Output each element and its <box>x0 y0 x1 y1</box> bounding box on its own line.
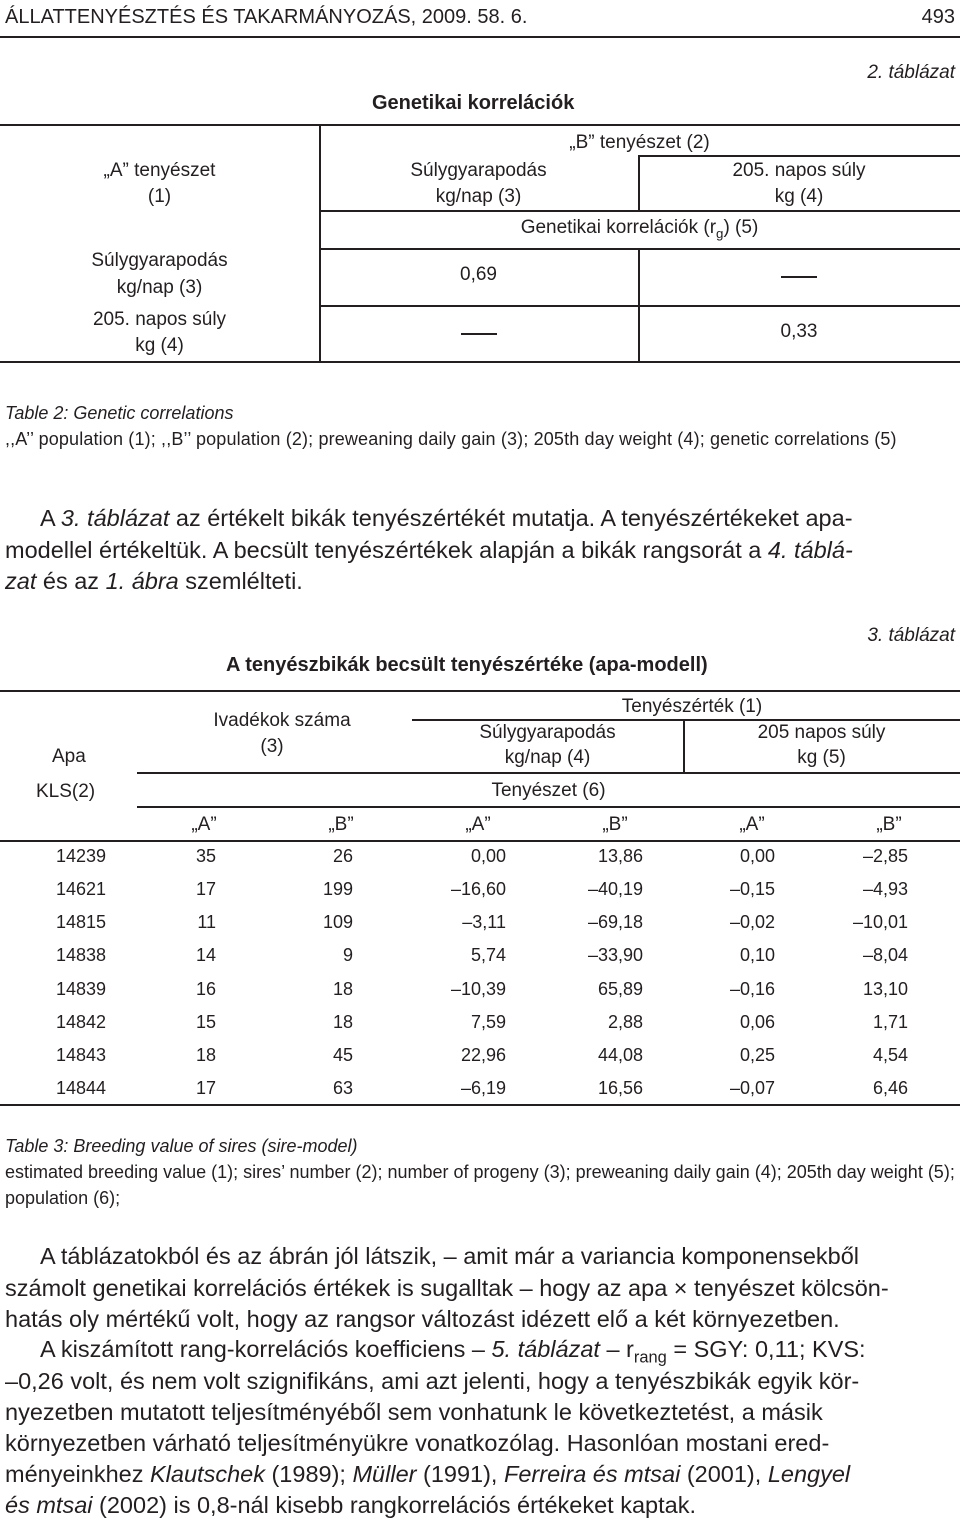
table2-row2-val: 0,33 <box>780 321 818 342</box>
paragraph2-line8: ményeinkhez Klautschek (1989); Müller (1991), Ferreira és mtsai (2001), Lengyel <box>5 1461 851 1487</box>
paragraph2-line4: A kiszámított rang-korrelációs koefficiens – 5. táblázat – $r_{rang}$ = SGY: 0,11; KVS: <box>40 1336 866 1367</box>
table3-subheader: „A” <box>465 814 491 835</box>
table-cell-sire: 14815 <box>55 912 106 932</box>
table-cell: 16 <box>195 979 216 999</box>
table-cell: 5,74 <box>470 945 506 965</box>
table2-row1-dash <box>781 276 817 278</box>
table-cell: 45 <box>332 1045 353 1065</box>
table-cell: –3,11 <box>462 912 506 932</box>
table3-caption-text: estimated breeding value (1); sires’ number (2); number of progeny (3); preweaning daily gain (4); 205th day weight (5); population (6); <box>5 1162 955 1208</box>
paragraph2-line6: nyezetben mutatott teljesítményéből sem vonhatunk le következtetést, a másik <box>5 1399 823 1425</box>
table-cell: 11 <box>197 912 216 932</box>
table-cell: 1,71 <box>872 1012 908 1032</box>
table-cell: 0,06 <box>739 1012 775 1032</box>
paragraph1-line3: zat és az 1. ábra szemlélteti. <box>5 568 303 594</box>
table-cell: –69,18 <box>587 912 643 932</box>
table2-col2-l2: kg (4) <box>774 186 824 207</box>
table2-row2-l1: 205. napos súly <box>92 309 227 330</box>
table3-col-weight-l1: 205 napos súly <box>757 722 886 743</box>
running-header: ÁLLATTENYÉSZTÉS ÉS TAKARMÁNYOZÁS, 2009. 58. 6. <box>5 6 528 28</box>
table-cell-sire: 14239 <box>55 846 106 866</box>
table3-col-gain-l2: kg/nap (4) <box>504 747 591 768</box>
table-cell: –40,19 <box>587 879 643 899</box>
table-cell: 4,54 <box>872 1045 908 1065</box>
table-cell-sire: 14842 <box>55 1012 106 1032</box>
paragraph2-line1: A táblázatokból és az ábrán jól látszik, – amit már a variancia komponensekből <box>40 1243 860 1269</box>
table3-subheader: „B” <box>328 814 354 835</box>
table2-label: 2. táblázat <box>867 62 955 83</box>
table-cell: 14 <box>195 945 216 965</box>
table2-row1-l1: Súlygyarapodás <box>91 250 228 271</box>
table3-col-progeny-l2: (3) <box>260 736 284 757</box>
table2-rg-label: Genetikai korrelációk $(r_g)$ (5) <box>520 217 759 241</box>
table-cell: 7,59 <box>470 1012 506 1032</box>
table-cell: –8,04 <box>862 945 908 965</box>
table-cell: –10,01 <box>852 912 908 932</box>
paragraph2-line5: –0,26 volt, és nem volt szignifikáns, ami azt jelenti, hogy a tenyészbikák egyik kör- <box>5 1368 860 1394</box>
table2-row2-dash <box>461 333 497 335</box>
table2-rule-rg <box>319 210 960 212</box>
table-cell: 0,25 <box>739 1045 775 1065</box>
table2-row2-l2: kg (4) <box>135 335 184 356</box>
table-cell: 0,00 <box>470 846 506 866</box>
table2-col1-l2: kg/nap (3) <box>435 186 522 207</box>
table-cell: 9 <box>342 945 353 965</box>
table-cell: –16,60 <box>450 879 506 899</box>
table3-subheader: „B” <box>876 814 902 835</box>
table3-label: 3. táblázat <box>867 625 955 646</box>
table2-col1-l1: Súlygyarapodás <box>410 160 547 181</box>
table-cell: –0,07 <box>729 1078 775 1098</box>
table-cell: 63 <box>332 1078 353 1098</box>
table3-subheader: „A” <box>191 814 217 835</box>
table3-ebv-rule <box>412 719 960 721</box>
table-cell: –0,15 <box>729 879 775 899</box>
table3-title: A tenyészbikák becsült tenyészértéke (apa-modell) <box>226 654 708 676</box>
paragraph2-line7: környezetben várható teljesítményükre vonatkozólag. Hasonlóan mostani ered- <box>5 1430 830 1456</box>
table3-col-sire2: KLS(2) <box>36 781 96 802</box>
table3-sub-rule <box>137 806 960 808</box>
table2-rowhead-1: „A” tenyészet <box>103 160 216 181</box>
table-cell: 17 <box>195 1078 216 1098</box>
table-cell: –33,90 <box>587 945 643 965</box>
table-cell: 0,10 <box>739 945 775 965</box>
table-cell-sire: 14839 <box>55 979 106 999</box>
table3-col-ebv: Tenyészérték (1) <box>621 696 763 717</box>
paragraph2-line3: hatás oly mértékű volt, hogy az rangsor változást idézett elő a két környezetben. <box>5 1306 840 1332</box>
table-cell-sire: 14844 <box>55 1078 106 1098</box>
table-cell: 13,86 <box>597 846 643 866</box>
table2-rowhead-2: (1) <box>147 186 172 207</box>
table2-bottom-rule <box>0 361 960 363</box>
table2-rule-rows <box>319 248 960 250</box>
table3-header-bottom-rule <box>0 840 960 842</box>
table3-caption-title: Table 3: Breeding value of sires (sire-model) <box>5 1136 358 1156</box>
table2-col2-l1: 205. napos súly <box>732 160 866 181</box>
table-cell: 17 <box>195 879 216 899</box>
table-cell: –0,02 <box>729 912 775 932</box>
paragraph1-line2: modellel értékeltük. A becsült tenyészértékek alapján a bikák rangsorát a 4. táblá- <box>5 537 853 563</box>
table-cell: –6,19 <box>460 1078 506 1098</box>
table-cell: –4,93 <box>862 879 908 899</box>
table2-top-rule <box>0 124 960 126</box>
table-cell: –10,39 <box>450 979 506 999</box>
table-cell: 6,46 <box>872 1078 908 1098</box>
table-cell: 16,56 <box>597 1078 643 1098</box>
table2-rule-row2 <box>319 305 960 307</box>
table3-col-progeny-l1: Ivadékok száma <box>213 710 351 731</box>
table3-top-rule <box>0 690 960 692</box>
table3-col-weight-l2: kg (5) <box>797 747 846 768</box>
table2-caption-title: Table 2: Genetic correlations <box>5 403 234 423</box>
table3-bottom-rule <box>0 1104 960 1106</box>
table-cell: 15 <box>195 1012 216 1032</box>
paragraph2-line2: számolt genetikai korrelációs értékek is sugalltak – hogy az apa × tenyészet kölcsön- <box>5 1275 889 1301</box>
table-cell-sire: 14843 <box>55 1045 106 1065</box>
table-cell: 13,10 <box>862 979 908 999</box>
header-rule <box>0 36 960 38</box>
table2-title: Genetikai korrelációk <box>372 92 575 114</box>
table3-pop-rule <box>137 772 960 774</box>
table3-col-pop: Tenyészet (6) <box>491 780 606 801</box>
table3-col-sire: Apa <box>52 746 86 767</box>
table3-subheader: „A” <box>739 814 765 835</box>
paragraph1-line1: A 3. táblázat az értékelt bikák tenyészértékét mutatja. A tenyészértékeket apa- <box>40 505 853 531</box>
table-cell: 18 <box>195 1045 216 1065</box>
table-cell: 26 <box>332 846 353 866</box>
table-cell-sire: 14621 <box>55 879 106 899</box>
table-cell: 18 <box>332 1012 353 1032</box>
table-cell: 2,88 <box>607 1012 643 1032</box>
table2-col-group: „B” tenyészet (2) <box>569 132 710 153</box>
table2-row1-l2: kg/nap (3) <box>116 277 203 298</box>
table3-col-gain-l1: Súlygyarapodás <box>479 722 616 743</box>
paragraph2-line9: és mtsai (2002) is 0,8-nál kisebb rangkorrelációs értékeket kaptak. <box>5 1492 696 1518</box>
table-cell: –2,85 <box>862 846 908 866</box>
table-cell: 0,00 <box>739 846 775 866</box>
table2-col-rule <box>638 155 960 157</box>
table-cell: 65,89 <box>597 979 643 999</box>
table-cell: 18 <box>332 979 353 999</box>
table-cell: 35 <box>195 846 216 866</box>
table2-row1-val: 0,69 <box>460 264 497 285</box>
table-cell-sire: 14838 <box>55 945 106 965</box>
table-cell: 44,08 <box>597 1045 643 1065</box>
table-cell: –0,16 <box>729 979 775 999</box>
table-cell: 199 <box>322 879 353 899</box>
table3-subheader: „B” <box>602 814 628 835</box>
page-number: 493 <box>921 6 955 28</box>
table2-caption-text: ,,A’’ population (1); ,,B’’ population (2); preweaning daily gain (3); 205th day weight (4); genetic correlations (5) <box>5 429 897 449</box>
table-cell: 109 <box>322 912 353 932</box>
table-cell: 22,96 <box>460 1045 506 1065</box>
